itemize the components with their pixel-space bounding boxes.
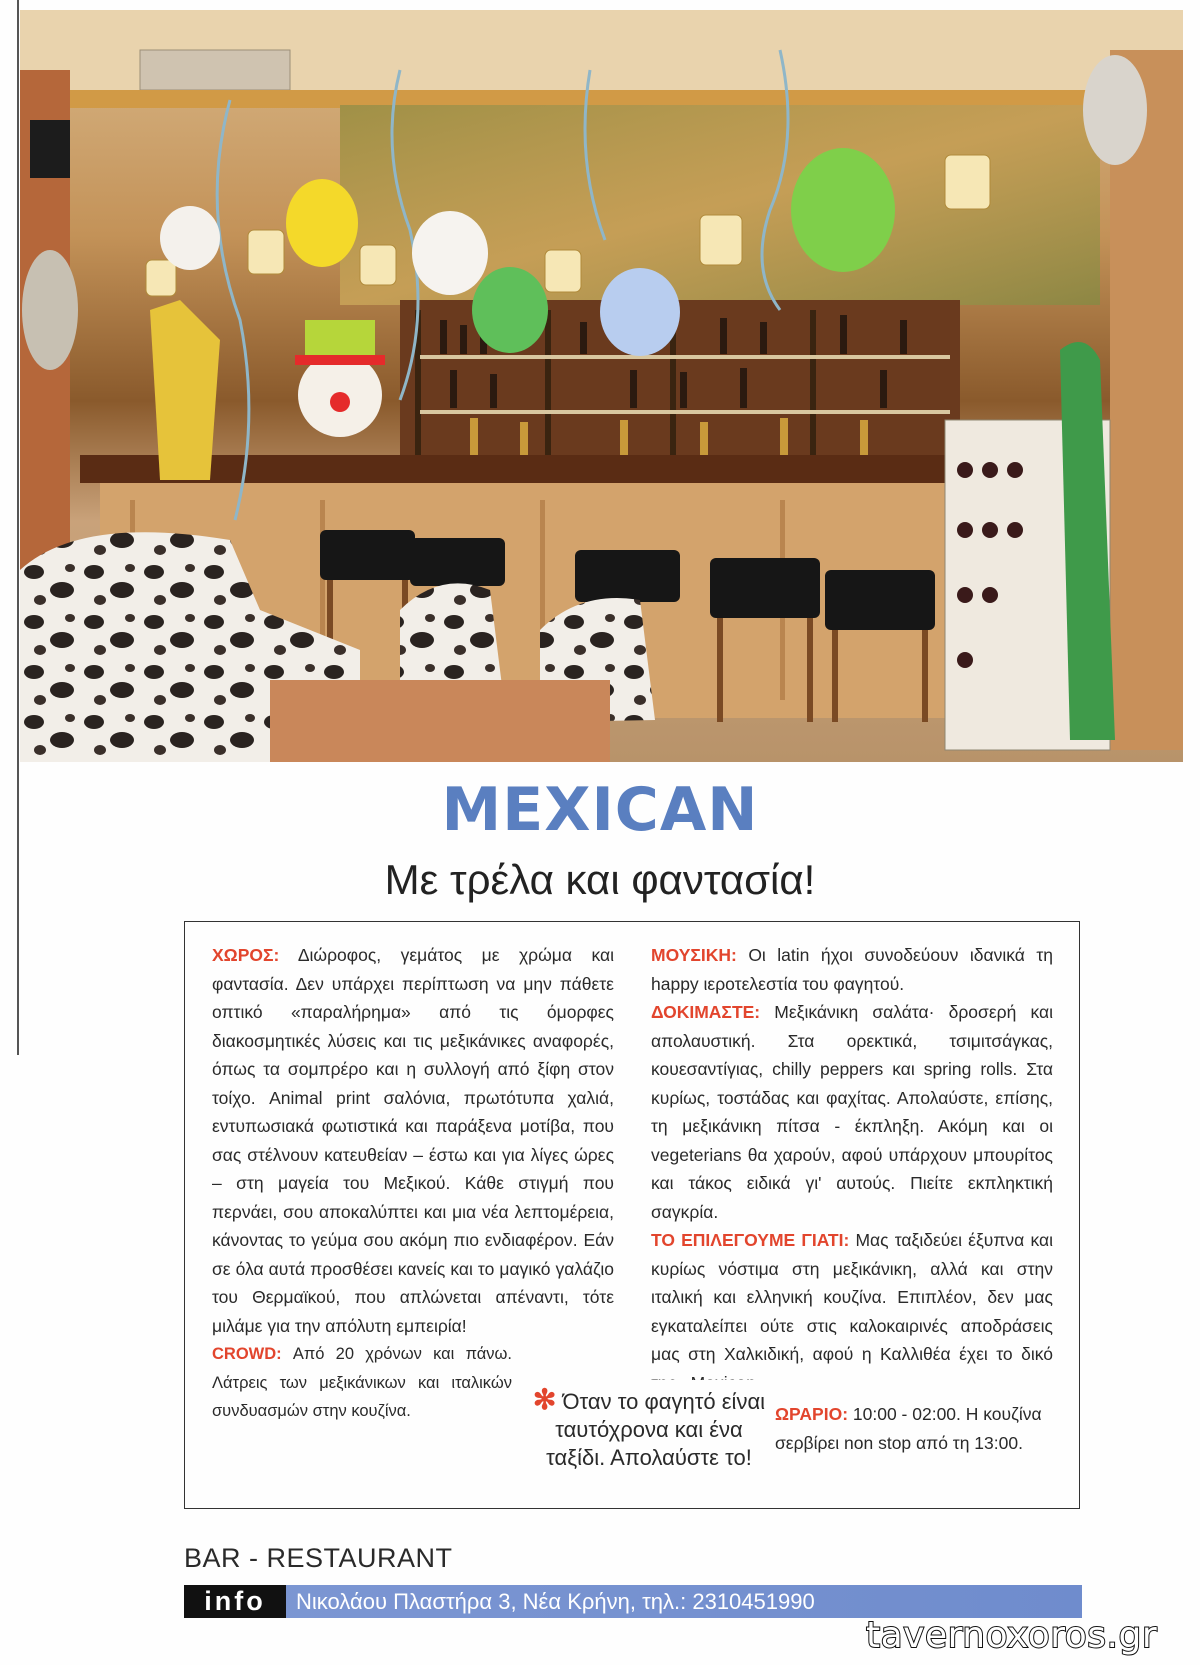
epilegoume-text: Μας ταξιδεύει έξυπνα και κυρίως νόστιμα στη μεξικάνικη, αλλά και στην ιταλική και ελληνική κουζίνα. Επιπλέον, δεν μας εγκαταλείπει ούτε στις καλοκαιρινές αποδράσεις μας στη Χαλκιδική, αφού η Καλλιθέα έχει το δικό (651, 1230, 1053, 1364)
section-dokimaste (651, 998, 1053, 1226)
mousiki-label: ΜΟΥΣΙΚΗ: (651, 945, 737, 965)
section-epilegoume (651, 1226, 1053, 1397)
article-title: MEXICAN (441, 775, 759, 845)
right-column (651, 941, 1053, 1397)
info-label: info (184, 1585, 286, 1618)
restaurant-bar-photo (20, 10, 1183, 762)
section-mousiki (651, 941, 1053, 998)
crowd-text: Από 20 χρόνων και πάνω. Λάτρεις των μεξικάνικων και ιταλικών συνδυασμών στην κουζίνα. (212, 1345, 512, 1420)
dokimaste-text: Μεξικάνικη σαλάτα· δροσερή και απολαυστική. Στα ορεκτικά, τσιμιτσάγκας, κουεσαντίγιας, chilly peppers και spring rolls. Στα κυρίως, τοστάδας και φαχίτας. Απολαύστε, επίσης, τη μεξικάνικη πίτσα - έκπληξη. Ακόμη και οι vegeterians θα χαρούν, αφού υπάρχουν μπουρίτος και τάκος ειδικά γι' αυτούς. Πιείτε εκπληκτική σαγκρία. (651, 1002, 1053, 1222)
article-box (184, 921, 1080, 1509)
dokimaste-label: ΔΟΚΙΜΑΣΤΕ: (651, 1002, 761, 1022)
address-text: Νικολάου Πλαστήρα 3, Νέα Κρήνη, τηλ.: 2310451990 (296, 1589, 815, 1614)
section-crowd (212, 1340, 512, 1426)
orario-label: ΩΡΑΡΙΟ: (775, 1404, 849, 1424)
epilegoume-label: ΤΟ ΕΠΙΛΕΓΟΥΜΕ ΓΙΑΤΙ: (651, 1230, 850, 1250)
mousiki-text: Οι latin ήχοι συνοδεύουν ιδανικά τη happy ιεροτελεστία του φαγητού. (651, 945, 1053, 994)
info-bar (184, 1585, 1082, 1618)
choros-text: Διώροφος, γεμάτος με χρώμα και φαντασία. Δεν υπάρχει περίπτωση να μην πάθετε οπτικό «παραλήρημα» από τις όμορφες διακοσμητικές λύσεις και τις μεξικάνικες αναφορές, όπως τα σομπρέρο και η συλλογή από ξίφη στον τοίχο. Animal print σαλόνια, πρωτότυπα χαλιά, εντυπωσιακά φωτιστικά και παράξενα μοτίβα, που σας στέλνουν κατευθείαν – έστω και για λίγες ώρες – στη μαγεία του Μεξικού. Κάθε στιγμή που περνάει, σου αποκαλύπτει και μια νέα λεπτομέρεια, κάνοντας το γεύμα σου ακόμη πιο ενδιαφέρον. Εάν σε όλα αυτά προσθέσει κανείς και το μαγικό γαλάζιο του Θερμαϊκού, που απλώνεται απέναντι, τότε μιλάμε για την απόλυτη εμπειρία! (212, 945, 614, 1336)
left-column (212, 941, 614, 1426)
article-subtitle: Με τρέλα και φαντασία! (384, 856, 816, 903)
orario-text: 10:00 - 02:00. Η κουζίνα σερβίρει non stop από τη 13:00. (775, 1404, 1042, 1453)
choros-label: ΧΩΡΟΣ: (212, 945, 280, 965)
pull-quote (525, 1380, 773, 1478)
asterisk-icon: ✻ (532, 1384, 557, 1415)
pull-quote-text: Όταν το φαγητό είναι ταυτόχρονα και ένα ταξίδι. Απολαύστε το! (546, 1389, 766, 1470)
watermark: tavernoxoros.gr (866, 1615, 1158, 1656)
section-orario (775, 1400, 1055, 1457)
section-choros (212, 941, 614, 1340)
crowd-label: CROWD: (212, 1345, 282, 1363)
category-label: BAR - RESTAURANT (184, 1543, 453, 1573)
